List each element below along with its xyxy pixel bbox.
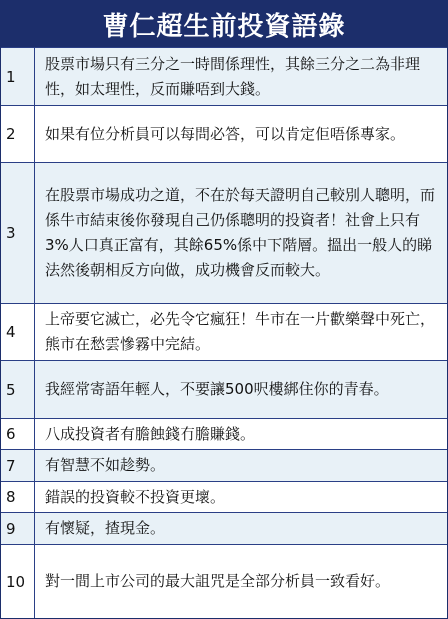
- quote-text-container: [35, 482, 447, 512]
- quote-text: 對一間上市公司的最大詛咒是全部分析員一致看好。: [45, 572, 391, 590]
- quote-text: 我經常寄語年輕人，不要讓500呎樓綁住你的青春。: [45, 380, 389, 398]
- quote-text-container: [35, 48, 447, 105]
- quote-rows: [1, 47, 447, 618]
- quote-text: 股票市場只有三分之一時間係理性，其餘三分之二為非理性，如太理性，反而賺唔到大錢。: [45, 54, 421, 98]
- table-row: [1, 360, 447, 418]
- table-row: [1, 449, 447, 481]
- table-row: [1, 512, 447, 544]
- quote-text: 如果有位分析員可以每問必答，可以肯定佢唔係專家。: [45, 124, 406, 143]
- table-row: [1, 303, 447, 360]
- quote-text-container: [35, 361, 447, 418]
- quote-text: 八成投資者有膽蝕錢冇膽賺錢。: [45, 424, 256, 443]
- row-number: 8: [1, 482, 35, 512]
- row-number: 1: [1, 48, 35, 105]
- table-row: [1, 47, 447, 105]
- quote-text: 有懷疑，揸現金。: [45, 519, 166, 537]
- row-number: 4: [1, 304, 35, 360]
- row-number: 3: [1, 163, 35, 303]
- table-row: [1, 481, 447, 512]
- quote-text: 上帝要它滅亡，必先令它瘋狂！牛市在一片歡樂聲中死亡，熊市在愁雲慘霧中完結。: [45, 310, 436, 353]
- quote-text-container: [35, 106, 447, 162]
- row-number: 2: [1, 106, 35, 162]
- quote-text-container: [35, 513, 447, 544]
- quote-text: 錯誤的投資較不投資更壞。: [45, 487, 226, 506]
- table-row: [1, 162, 447, 303]
- quote-text-container: [35, 450, 447, 481]
- quote-text: 有智慧不如趁勢。: [45, 456, 166, 474]
- row-number: 5: [1, 361, 35, 418]
- table-title: 曹仁超生前投資語錄: [1, 1, 447, 47]
- row-number: 7: [1, 450, 35, 481]
- quote-text-container: [35, 304, 447, 360]
- quote-text-container: [35, 419, 447, 449]
- table-row: [1, 418, 447, 449]
- quote-text: 在股票市場成功之道，不在於每天證明自己較別人聰明，而係牛市結束後你發現自己仍係聰明的投資者！社會上只有3%人口真正富有，其餘65%係中下階層。搵出一般人的睇法然後朝相反方向做，成功機會反而較大。: [45, 186, 436, 279]
- row-number: 10: [1, 545, 35, 618]
- table-row: [1, 544, 447, 618]
- row-number: 9: [1, 513, 35, 544]
- row-number: 6: [1, 419, 35, 449]
- quote-text-container: [35, 545, 447, 618]
- table-row: [1, 105, 447, 162]
- quote-text-container: [35, 163, 447, 303]
